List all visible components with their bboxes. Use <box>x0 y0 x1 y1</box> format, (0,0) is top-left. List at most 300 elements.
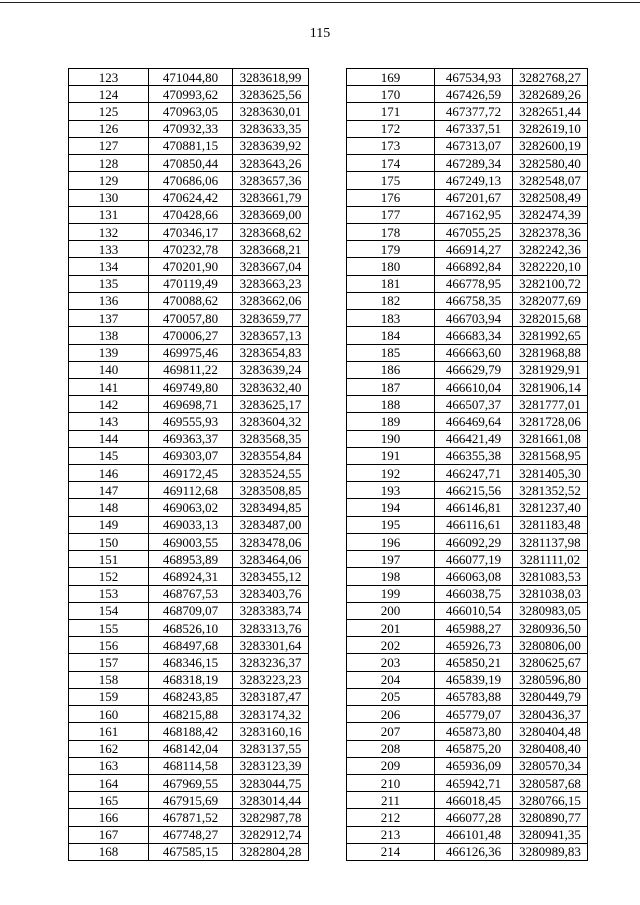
table-row <box>347 223 588 240</box>
table-row <box>69 137 309 154</box>
point-number-cell: 194 <box>347 499 435 516</box>
y-coordinate-cell: 3283044,75 <box>233 774 309 791</box>
x-coordinate-cell: 465783,88 <box>435 688 513 705</box>
x-coordinate-cell: 470232,78 <box>149 241 233 258</box>
table-row <box>347 620 588 637</box>
y-coordinate-cell: 3283632,40 <box>233 378 309 395</box>
y-coordinate-cell: 3281083,53 <box>513 568 588 585</box>
point-number-cell: 197 <box>347 551 435 568</box>
x-coordinate-cell: 470963,05 <box>149 103 233 120</box>
table-row <box>69 310 309 327</box>
point-number-cell: 198 <box>347 568 435 585</box>
x-coordinate-cell: 469003,55 <box>149 533 233 550</box>
point-number-cell: 130 <box>69 189 149 206</box>
point-number-cell: 206 <box>347 706 435 723</box>
x-coordinate-cell: 467249,13 <box>435 172 513 189</box>
x-coordinate-cell: 466063,08 <box>435 568 513 585</box>
point-number-cell: 163 <box>69 757 149 774</box>
x-coordinate-cell: 465873,80 <box>435 723 513 740</box>
table-row <box>347 465 588 482</box>
point-number-cell: 213 <box>347 826 435 843</box>
point-number-cell: 207 <box>347 723 435 740</box>
x-coordinate-cell: 466215,56 <box>435 482 513 499</box>
x-coordinate-cell: 465779,07 <box>435 706 513 723</box>
x-coordinate-cell: 470346,17 <box>149 223 233 240</box>
table-row <box>69 430 309 447</box>
table-row <box>69 826 309 843</box>
x-coordinate-cell: 470993,62 <box>149 86 233 103</box>
x-coordinate-cell: 468318,19 <box>149 671 233 688</box>
x-coordinate-cell: 467201,67 <box>435 189 513 206</box>
x-coordinate-cell: 466355,38 <box>435 447 513 464</box>
y-coordinate-cell: 3283663,23 <box>233 275 309 292</box>
y-coordinate-cell: 3281929,91 <box>513 361 588 378</box>
table-row <box>347 706 588 723</box>
point-number-cell: 161 <box>69 723 149 740</box>
table-row <box>347 155 588 172</box>
x-coordinate-cell: 470201,90 <box>149 258 233 275</box>
point-number-cell: 173 <box>347 137 435 154</box>
x-coordinate-cell: 467915,69 <box>149 792 233 809</box>
y-coordinate-cell: 3283625,56 <box>233 86 309 103</box>
table-row <box>69 103 309 120</box>
point-number-cell: 192 <box>347 465 435 482</box>
x-coordinate-cell: 467969,55 <box>149 774 233 791</box>
point-number-cell: 146 <box>69 465 149 482</box>
y-coordinate-cell: 3280941,35 <box>513 826 588 843</box>
table-row <box>69 189 309 206</box>
x-coordinate-cell: 468953,89 <box>149 551 233 568</box>
point-number-cell: 143 <box>69 413 149 430</box>
x-coordinate-cell: 468114,58 <box>149 757 233 774</box>
table-row <box>347 137 588 154</box>
point-number-cell: 152 <box>69 568 149 585</box>
y-coordinate-cell: 3283625,17 <box>233 396 309 413</box>
x-coordinate-cell: 469975,46 <box>149 344 233 361</box>
table-row <box>347 602 588 619</box>
table-row <box>347 327 588 344</box>
point-number-cell: 158 <box>69 671 149 688</box>
y-coordinate-cell: 3283633,35 <box>233 120 309 137</box>
point-number-cell: 193 <box>347 482 435 499</box>
y-coordinate-cell: 3283657,36 <box>233 172 309 189</box>
table-row <box>69 327 309 344</box>
y-coordinate-cell: 3282804,28 <box>233 843 309 860</box>
x-coordinate-cell: 470881,15 <box>149 137 233 154</box>
y-coordinate-cell: 3283643,26 <box>233 155 309 172</box>
y-coordinate-cell: 3280436,37 <box>513 706 588 723</box>
y-coordinate-cell: 3283123,39 <box>233 757 309 774</box>
x-coordinate-cell: 466507,37 <box>435 396 513 413</box>
y-coordinate-cell: 3280989,83 <box>513 843 588 860</box>
y-coordinate-cell: 3282651,44 <box>513 103 588 120</box>
x-coordinate-cell: 466914,27 <box>435 241 513 258</box>
table-row <box>347 361 588 378</box>
point-number-cell: 211 <box>347 792 435 809</box>
table-row <box>69 378 309 395</box>
point-number-cell: 147 <box>69 482 149 499</box>
y-coordinate-cell: 3283223,23 <box>233 671 309 688</box>
x-coordinate-cell: 465988,27 <box>435 620 513 637</box>
point-number-cell: 137 <box>69 310 149 327</box>
coordinates-table-left-body <box>69 69 309 861</box>
x-coordinate-cell: 470088,62 <box>149 292 233 309</box>
y-coordinate-cell: 3280625,67 <box>513 654 588 671</box>
y-coordinate-cell: 3283403,76 <box>233 585 309 602</box>
x-coordinate-cell: 467313,07 <box>435 137 513 154</box>
point-number-cell: 135 <box>69 275 149 292</box>
table-row <box>347 585 588 602</box>
y-coordinate-cell: 3281968,88 <box>513 344 588 361</box>
table-row <box>347 533 588 550</box>
table-row <box>347 447 588 464</box>
table-row <box>347 69 588 86</box>
point-number-cell: 176 <box>347 189 435 206</box>
x-coordinate-cell: 466077,28 <box>435 809 513 826</box>
point-number-cell: 185 <box>347 344 435 361</box>
x-coordinate-cell: 467162,95 <box>435 206 513 223</box>
x-coordinate-cell: 468924,31 <box>149 568 233 585</box>
table-row <box>347 258 588 275</box>
y-coordinate-cell: 3281728,06 <box>513 413 588 430</box>
table-row <box>69 172 309 189</box>
y-coordinate-cell: 3283618,99 <box>233 69 309 86</box>
table-row <box>347 344 588 361</box>
x-coordinate-cell: 470624,42 <box>149 189 233 206</box>
table-row <box>69 361 309 378</box>
point-number-cell: 136 <box>69 292 149 309</box>
table-row <box>69 602 309 619</box>
y-coordinate-cell: 3283313,76 <box>233 620 309 637</box>
point-number-cell: 126 <box>69 120 149 137</box>
point-number-cell: 202 <box>347 637 435 654</box>
table-row <box>69 241 309 258</box>
point-number-cell: 129 <box>69 172 149 189</box>
table-row <box>347 792 588 809</box>
top-rule <box>0 2 640 3</box>
table-row <box>347 654 588 671</box>
table-row <box>347 809 588 826</box>
x-coordinate-cell: 466629,79 <box>435 361 513 378</box>
point-number-cell: 183 <box>347 310 435 327</box>
point-number-cell: 159 <box>69 688 149 705</box>
y-coordinate-cell: 3283661,79 <box>233 189 309 206</box>
x-coordinate-cell: 466126,36 <box>435 843 513 860</box>
x-coordinate-cell: 466469,64 <box>435 413 513 430</box>
y-coordinate-cell: 3283160,16 <box>233 723 309 740</box>
point-number-cell: 190 <box>347 430 435 447</box>
x-coordinate-cell: 469063,02 <box>149 499 233 516</box>
table-row <box>69 499 309 516</box>
y-coordinate-cell: 3280404,48 <box>513 723 588 740</box>
y-coordinate-cell: 3281137,98 <box>513 533 588 550</box>
x-coordinate-cell: 467337,51 <box>435 120 513 137</box>
point-number-cell: 144 <box>69 430 149 447</box>
point-number-cell: 201 <box>347 620 435 637</box>
x-coordinate-cell: 469112,68 <box>149 482 233 499</box>
x-coordinate-cell: 467585,15 <box>149 843 233 860</box>
y-coordinate-cell: 3283604,32 <box>233 413 309 430</box>
table-row <box>69 792 309 809</box>
point-number-cell: 139 <box>69 344 149 361</box>
table-row <box>347 826 588 843</box>
point-number-cell: 154 <box>69 602 149 619</box>
table-row <box>347 86 588 103</box>
point-number-cell: 200 <box>347 602 435 619</box>
table-row <box>69 275 309 292</box>
y-coordinate-cell: 3280449,79 <box>513 688 588 705</box>
table-row <box>69 551 309 568</box>
y-coordinate-cell: 3283630,01 <box>233 103 309 120</box>
x-coordinate-cell: 466010,54 <box>435 602 513 619</box>
x-coordinate-cell: 468709,07 <box>149 602 233 619</box>
y-coordinate-cell: 3283654,83 <box>233 344 309 361</box>
x-coordinate-cell: 468243,85 <box>149 688 233 705</box>
point-number-cell: 124 <box>69 86 149 103</box>
y-coordinate-cell: 3282015,68 <box>513 310 588 327</box>
x-coordinate-cell: 468767,53 <box>149 585 233 602</box>
y-coordinate-cell: 3283524,55 <box>233 465 309 482</box>
table-row <box>69 86 309 103</box>
table-row <box>347 637 588 654</box>
y-coordinate-cell: 3280983,05 <box>513 602 588 619</box>
table-row <box>69 533 309 550</box>
point-number-cell: 203 <box>347 654 435 671</box>
table-row <box>347 551 588 568</box>
point-number-cell: 141 <box>69 378 149 395</box>
point-number-cell: 210 <box>347 774 435 791</box>
x-coordinate-cell: 467871,52 <box>149 809 233 826</box>
point-number-cell: 165 <box>69 792 149 809</box>
table-row <box>347 378 588 395</box>
x-coordinate-cell: 470057,80 <box>149 310 233 327</box>
table-row <box>69 516 309 533</box>
table-row <box>347 774 588 791</box>
x-coordinate-cell: 468142,04 <box>149 740 233 757</box>
point-number-cell: 157 <box>69 654 149 671</box>
point-number-cell: 167 <box>69 826 149 843</box>
y-coordinate-cell: 3283455,12 <box>233 568 309 585</box>
y-coordinate-cell: 3283014,44 <box>233 792 309 809</box>
table-row <box>347 241 588 258</box>
y-coordinate-cell: 3281568,95 <box>513 447 588 464</box>
y-coordinate-cell: 3282987,78 <box>233 809 309 826</box>
y-coordinate-cell: 3283174,32 <box>233 706 309 723</box>
point-number-cell: 214 <box>347 843 435 860</box>
y-coordinate-cell: 3282912,74 <box>233 826 309 843</box>
x-coordinate-cell: 466663,60 <box>435 344 513 361</box>
table-row <box>347 396 588 413</box>
x-coordinate-cell: 467426,59 <box>435 86 513 103</box>
table-row <box>69 809 309 826</box>
table-row <box>347 413 588 430</box>
y-coordinate-cell: 3283494,85 <box>233 499 309 516</box>
point-number-cell: 177 <box>347 206 435 223</box>
y-coordinate-cell: 3281661,08 <box>513 430 588 447</box>
y-coordinate-cell: 3283478,06 <box>233 533 309 550</box>
table-row <box>69 482 309 499</box>
table-row <box>69 843 309 860</box>
y-coordinate-cell: 3282378,36 <box>513 223 588 240</box>
point-number-cell: 138 <box>69 327 149 344</box>
y-coordinate-cell: 3282242,36 <box>513 241 588 258</box>
point-number-cell: 140 <box>69 361 149 378</box>
x-coordinate-cell: 467748,27 <box>149 826 233 843</box>
point-number-cell: 160 <box>69 706 149 723</box>
table-row <box>347 172 588 189</box>
x-coordinate-cell: 466018,45 <box>435 792 513 809</box>
y-coordinate-cell: 3282619,10 <box>513 120 588 137</box>
x-coordinate-cell: 467055,25 <box>435 223 513 240</box>
x-coordinate-cell: 469033,13 <box>149 516 233 533</box>
point-number-cell: 209 <box>347 757 435 774</box>
x-coordinate-cell: 467289,34 <box>435 155 513 172</box>
y-coordinate-cell: 3281906,14 <box>513 378 588 395</box>
y-coordinate-cell: 3282600,19 <box>513 137 588 154</box>
x-coordinate-cell: 468346,15 <box>149 654 233 671</box>
x-coordinate-cell: 465936,09 <box>435 757 513 774</box>
y-coordinate-cell: 3282077,69 <box>513 292 588 309</box>
y-coordinate-cell: 3281183,48 <box>513 516 588 533</box>
point-number-cell: 166 <box>69 809 149 826</box>
point-number-cell: 133 <box>69 241 149 258</box>
x-coordinate-cell: 466778,95 <box>435 275 513 292</box>
table-row <box>347 723 588 740</box>
x-coordinate-cell: 465942,71 <box>435 774 513 791</box>
y-coordinate-cell: 3283662,06 <box>233 292 309 309</box>
table-row <box>69 223 309 240</box>
y-coordinate-cell: 3282580,40 <box>513 155 588 172</box>
table-row <box>347 430 588 447</box>
y-coordinate-cell: 3281992,65 <box>513 327 588 344</box>
table-row <box>347 499 588 516</box>
point-number-cell: 127 <box>69 137 149 154</box>
point-number-cell: 204 <box>347 671 435 688</box>
y-coordinate-cell: 3283464,06 <box>233 551 309 568</box>
y-coordinate-cell: 3283667,04 <box>233 258 309 275</box>
x-coordinate-cell: 466092,29 <box>435 533 513 550</box>
point-number-cell: 168 <box>69 843 149 860</box>
x-coordinate-cell: 467377,72 <box>435 103 513 120</box>
point-number-cell: 148 <box>69 499 149 516</box>
x-coordinate-cell: 468188,42 <box>149 723 233 740</box>
y-coordinate-cell: 3282474,39 <box>513 206 588 223</box>
x-coordinate-cell: 466247,71 <box>435 465 513 482</box>
x-coordinate-cell: 468526,10 <box>149 620 233 637</box>
x-coordinate-cell: 466101,48 <box>435 826 513 843</box>
table-row <box>69 292 309 309</box>
y-coordinate-cell: 3283659,77 <box>233 310 309 327</box>
x-coordinate-cell: 469698,71 <box>149 396 233 413</box>
point-number-cell: 164 <box>69 774 149 791</box>
x-coordinate-cell: 467534,93 <box>435 69 513 86</box>
table-row <box>347 103 588 120</box>
table-row <box>69 258 309 275</box>
table-row <box>69 465 309 482</box>
x-coordinate-cell: 469749,80 <box>149 378 233 395</box>
point-number-cell: 205 <box>347 688 435 705</box>
point-number-cell: 184 <box>347 327 435 344</box>
y-coordinate-cell: 3283568,35 <box>233 430 309 447</box>
x-coordinate-cell: 469555,93 <box>149 413 233 430</box>
point-number-cell: 208 <box>347 740 435 757</box>
x-coordinate-cell: 470932,33 <box>149 120 233 137</box>
x-coordinate-cell: 469303,07 <box>149 447 233 464</box>
table-row <box>69 757 309 774</box>
point-number-cell: 186 <box>347 361 435 378</box>
point-number-cell: 153 <box>69 585 149 602</box>
x-coordinate-cell: 466892,84 <box>435 258 513 275</box>
y-coordinate-cell: 3281111,02 <box>513 551 588 568</box>
point-number-cell: 179 <box>347 241 435 258</box>
point-number-cell: 196 <box>347 533 435 550</box>
y-coordinate-cell: 3282508,49 <box>513 189 588 206</box>
table-row <box>69 688 309 705</box>
table-row <box>347 516 588 533</box>
y-coordinate-cell: 3283236,37 <box>233 654 309 671</box>
table-row <box>69 740 309 757</box>
point-number-cell: 187 <box>347 378 435 395</box>
y-coordinate-cell: 3283187,47 <box>233 688 309 705</box>
y-coordinate-cell: 3280890,77 <box>513 809 588 826</box>
y-coordinate-cell: 3283137,55 <box>233 740 309 757</box>
point-number-cell: 142 <box>69 396 149 413</box>
point-number-cell: 212 <box>347 809 435 826</box>
y-coordinate-cell: 3283639,24 <box>233 361 309 378</box>
table-row <box>69 69 309 86</box>
table-row <box>69 637 309 654</box>
table-row <box>69 344 309 361</box>
point-number-cell: 151 <box>69 551 149 568</box>
table-row <box>347 671 588 688</box>
table-row <box>69 568 309 585</box>
x-coordinate-cell: 470119,49 <box>149 275 233 292</box>
x-coordinate-cell: 468215,88 <box>149 706 233 723</box>
coordinates-table-right-body <box>347 69 588 861</box>
point-number-cell: 128 <box>69 155 149 172</box>
x-coordinate-cell: 469811,22 <box>149 361 233 378</box>
table-row <box>69 774 309 791</box>
x-coordinate-cell: 466038,75 <box>435 585 513 602</box>
point-number-cell: 150 <box>69 533 149 550</box>
point-number-cell: 174 <box>347 155 435 172</box>
point-number-cell: 131 <box>69 206 149 223</box>
table-row <box>347 310 588 327</box>
y-coordinate-cell: 3282220,10 <box>513 258 588 275</box>
y-coordinate-cell: 3282689,26 <box>513 86 588 103</box>
x-coordinate-cell: 466116,61 <box>435 516 513 533</box>
point-number-cell: 170 <box>347 86 435 103</box>
x-coordinate-cell: 470428,66 <box>149 206 233 223</box>
x-coordinate-cell: 466077,19 <box>435 551 513 568</box>
y-coordinate-cell: 3283487,00 <box>233 516 309 533</box>
y-coordinate-cell: 3283508,85 <box>233 482 309 499</box>
y-coordinate-cell: 3281352,52 <box>513 482 588 499</box>
point-number-cell: 181 <box>347 275 435 292</box>
y-coordinate-cell: 3280596,80 <box>513 671 588 688</box>
point-number-cell: 156 <box>69 637 149 654</box>
x-coordinate-cell: 466703,94 <box>435 310 513 327</box>
x-coordinate-cell: 465850,21 <box>435 654 513 671</box>
table-row <box>69 654 309 671</box>
y-coordinate-cell: 3283668,62 <box>233 223 309 240</box>
y-coordinate-cell: 3283383,74 <box>233 602 309 619</box>
y-coordinate-cell: 3280806,00 <box>513 637 588 654</box>
x-coordinate-cell: 470006,27 <box>149 327 233 344</box>
x-coordinate-cell: 470850,44 <box>149 155 233 172</box>
point-number-cell: 169 <box>347 69 435 86</box>
y-coordinate-cell: 3281237,40 <box>513 499 588 516</box>
